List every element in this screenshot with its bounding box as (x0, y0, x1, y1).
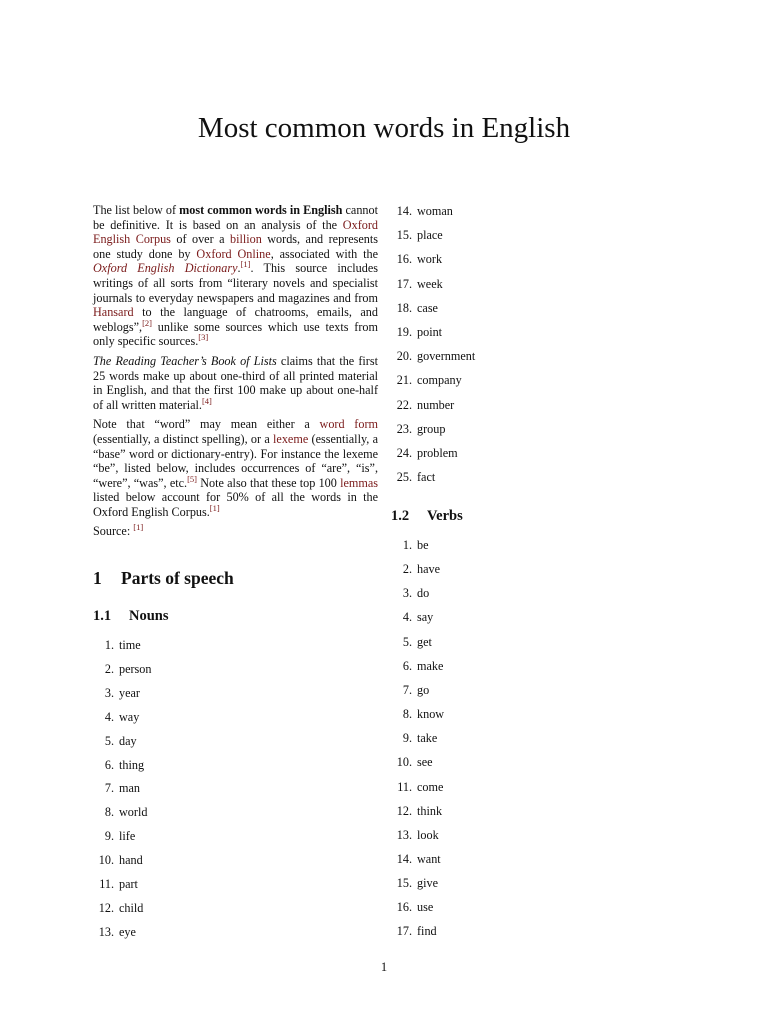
list-item (94, 877, 138, 892)
list-item-number: 17. (396, 924, 412, 939)
bold-term: most common words in English (179, 203, 343, 217)
list-item (392, 373, 462, 388)
list-item-number: 22. (396, 397, 412, 412)
list-item-number: 4. (402, 610, 412, 625)
list-item-word: problem (417, 446, 458, 460)
link-hansard[interactable]: Hansard (93, 305, 134, 320)
list-item-word: take (417, 731, 438, 746)
list-item (94, 734, 137, 749)
list-item-word: way (119, 709, 140, 724)
list-item-word: life (119, 829, 136, 844)
list-item-word: think (417, 803, 443, 818)
list-item (392, 852, 441, 867)
list-item (94, 638, 141, 653)
list-item-number: 19. (396, 325, 412, 339)
ref-5[interactable]: [5] (187, 473, 197, 484)
list-item (94, 853, 143, 868)
list-item (392, 325, 442, 340)
list-item-word: time (119, 638, 141, 652)
list-item-word: come (417, 779, 444, 794)
intro-column (93, 203, 378, 544)
list-item-number: 16. (396, 252, 412, 267)
list-item (94, 758, 144, 773)
list-item-word: child (119, 900, 144, 915)
list-item-word: group (417, 421, 446, 436)
list-item-number: 1. (104, 638, 114, 652)
list-item-number: 8. (402, 707, 412, 722)
list-item-number: 3. (104, 685, 114, 700)
list-item (392, 204, 453, 219)
list-item (392, 707, 444, 722)
list-item-number: 7. (402, 682, 412, 697)
ref-1[interactable]: [1] (240, 259, 251, 270)
list-item-number: 11. (397, 779, 412, 794)
list-item-word: know (417, 707, 445, 722)
list-item (392, 470, 435, 485)
list-item (392, 398, 454, 413)
subsection-number: 1.1 (93, 608, 112, 624)
list-item-number: 2. (402, 562, 412, 577)
list-item (94, 662, 152, 677)
list-item-number: 6. (104, 757, 114, 772)
list-item (392, 900, 433, 915)
list-item-word: see (417, 755, 433, 770)
list-item-word: point (417, 325, 443, 339)
link-oxford-english-corpus[interactable]: Oxford English Corpus (93, 217, 378, 247)
list-item-number: 15. (396, 228, 412, 243)
subsection-number: 1.2 (391, 508, 410, 524)
subsection-heading-verbs (391, 508, 463, 525)
list-item-number: 4. (104, 709, 114, 724)
list-item (392, 228, 443, 243)
intro-paragraph-1: The list below of most common words in English cannot be definitive. It is based on an analysis of the Oxford English Corpus of over a billion words, and represents one study done by Oxford Online, associated with the Oxford English Dictionary.[1]. This source includes writings of all sorts from “literary novels and specialist journals to everyday newspapers and magazines and from Hansard to the language of chatrooms, emails, and weblogs”,[2] unlike some sources which use texts from only specific sources.[3] (93, 203, 379, 349)
list-item (392, 586, 429, 601)
list-item (392, 277, 443, 292)
list-item-number: 12. (98, 900, 114, 915)
ref-3[interactable]: [3] (198, 332, 209, 343)
subsection-title: Verbs (427, 508, 463, 524)
list-item-word: woman (417, 204, 453, 218)
list-item-number: 21. (396, 373, 412, 388)
list-item-word: want (417, 851, 441, 866)
intro-paragraph-2: The Reading Teacher’s Book of Lists claims that the first 25 words make up about one-third of all printed material in English, and that the first 100 make up about one-half of all written material.[4] (93, 353, 378, 412)
list-item (392, 804, 442, 819)
list-item (392, 780, 443, 795)
list-item-word: work (417, 252, 443, 267)
list-item-number: 2. (104, 661, 114, 676)
subsection-title: Nouns (129, 608, 169, 624)
list-item (392, 301, 438, 316)
list-item (392, 610, 433, 625)
list-item-word: do (417, 586, 430, 601)
list-item-number: 14. (396, 851, 412, 866)
list-item (392, 683, 429, 698)
list-item-word: week (417, 276, 443, 291)
list-item-word: number (417, 397, 455, 412)
list-item (94, 805, 147, 820)
list-item-number: 23. (396, 421, 412, 436)
ref-1[interactable]: [1] (209, 502, 220, 513)
list-item-number: 3. (402, 586, 412, 601)
list-item-number: 7. (104, 781, 114, 796)
list-item-word: go (417, 682, 430, 697)
list-item-number: 13. (98, 924, 114, 939)
list-item-number: 16. (396, 900, 412, 915)
list-item-number: 13. (396, 827, 412, 842)
list-item (392, 446, 458, 461)
list-item-word: world (119, 805, 148, 820)
list-item-number: 10. (98, 853, 114, 868)
list-item (392, 538, 429, 553)
list-item-word: part (119, 877, 138, 891)
list-item-word: find (417, 924, 437, 939)
list-item-number: 25. (396, 470, 412, 485)
link-lemmas[interactable]: lemmas (340, 475, 378, 490)
list-item (392, 924, 437, 939)
intro-paragraph-3: Note that “word” may mean either a word form (essentially, a distinct spelling), or a lexeme (essentially, a “base” word or dictionary-entry). For instance the lexeme “be”, listed below, includes occurrences of “are”, “is”, “were”, “was”, etc.[5] Note also that these top 100 lemmas listed below account for 50% of all the words in the Oxford English Corpus.[1] (93, 417, 378, 519)
list-item (392, 635, 432, 650)
list-item (392, 755, 433, 770)
list-item-number: 18. (396, 300, 412, 315)
list-item-word: have (417, 562, 441, 577)
source-line: Source: [1] (93, 522, 144, 539)
list-item-word: say (417, 610, 434, 625)
list-item-word: person (119, 661, 152, 676)
subsection-heading-nouns (93, 608, 169, 625)
list-item (94, 901, 143, 916)
list-item-word: be (417, 538, 429, 552)
list-item (94, 781, 140, 796)
list-item-word: use (417, 900, 434, 915)
ref-4[interactable]: [4] (201, 395, 212, 406)
list-item (94, 925, 136, 940)
list-item-word: man (119, 781, 140, 796)
list-item-word: get (417, 634, 432, 649)
book-title: The Reading Teacher’s Book of Lists (93, 353, 277, 368)
link-word-form[interactable]: word form (319, 417, 378, 432)
list-item (392, 422, 445, 437)
page-number: 1 (380, 960, 388, 974)
list-item-number: 1. (402, 538, 412, 552)
link-billion[interactable]: billion (229, 232, 262, 247)
list-item (392, 252, 442, 267)
section-heading-parts-of-speech (93, 568, 234, 589)
list-item-number: 20. (396, 349, 412, 364)
page-title: Most common words in English (197, 112, 571, 144)
list-item-word: year (119, 685, 140, 700)
list-item-word: thing (119, 757, 145, 772)
list-item-word: make (417, 658, 444, 673)
list-item-word: look (417, 827, 439, 842)
list-item-word: give (417, 876, 438, 891)
list-item (94, 710, 139, 725)
list-item-number: 17. (396, 276, 412, 291)
link-oxford-online[interactable]: Oxford Online (196, 246, 271, 261)
list-item (392, 876, 438, 891)
list-item-number: 15. (396, 876, 412, 891)
section-title: Parts of speech (121, 568, 234, 588)
list-item-word: day (119, 733, 137, 748)
list-item-number: 6. (402, 658, 412, 673)
list-item-number: 14. (396, 204, 412, 218)
link-lexeme[interactable]: lexeme (273, 431, 309, 446)
list-item-number: 8. (104, 805, 114, 820)
list-item-word: government (417, 349, 476, 364)
list-item-word: place (417, 228, 443, 243)
ref-1[interactable]: [1] (133, 522, 144, 533)
list-item (392, 562, 440, 577)
list-item (392, 349, 475, 364)
list-item (392, 731, 437, 746)
list-item-word: fact (417, 470, 436, 485)
list-item-number: 24. (396, 446, 412, 460)
list-item (94, 686, 140, 701)
ref-2[interactable]: [2] (142, 317, 152, 328)
list-item-word: eye (119, 924, 136, 939)
list-item (94, 829, 135, 844)
list-item-number: 10. (396, 755, 412, 770)
section-number: 1 (93, 568, 102, 588)
list-item-word: company (417, 373, 462, 388)
list-item-number: 12. (396, 803, 412, 818)
list-item-number: 5. (104, 733, 114, 748)
list-item-word: case (417, 300, 438, 315)
list-item-number: 5. (402, 634, 412, 649)
list-item (392, 659, 443, 674)
list-item-number: 11. (99, 877, 114, 891)
list-item (392, 828, 439, 843)
list-item-word: hand (119, 853, 143, 868)
link-oxford-english-dictionary[interactable]: Oxford English Dictionary (93, 261, 238, 276)
list-item-number: 9. (104, 829, 114, 844)
list-item-number: 9. (402, 731, 412, 746)
